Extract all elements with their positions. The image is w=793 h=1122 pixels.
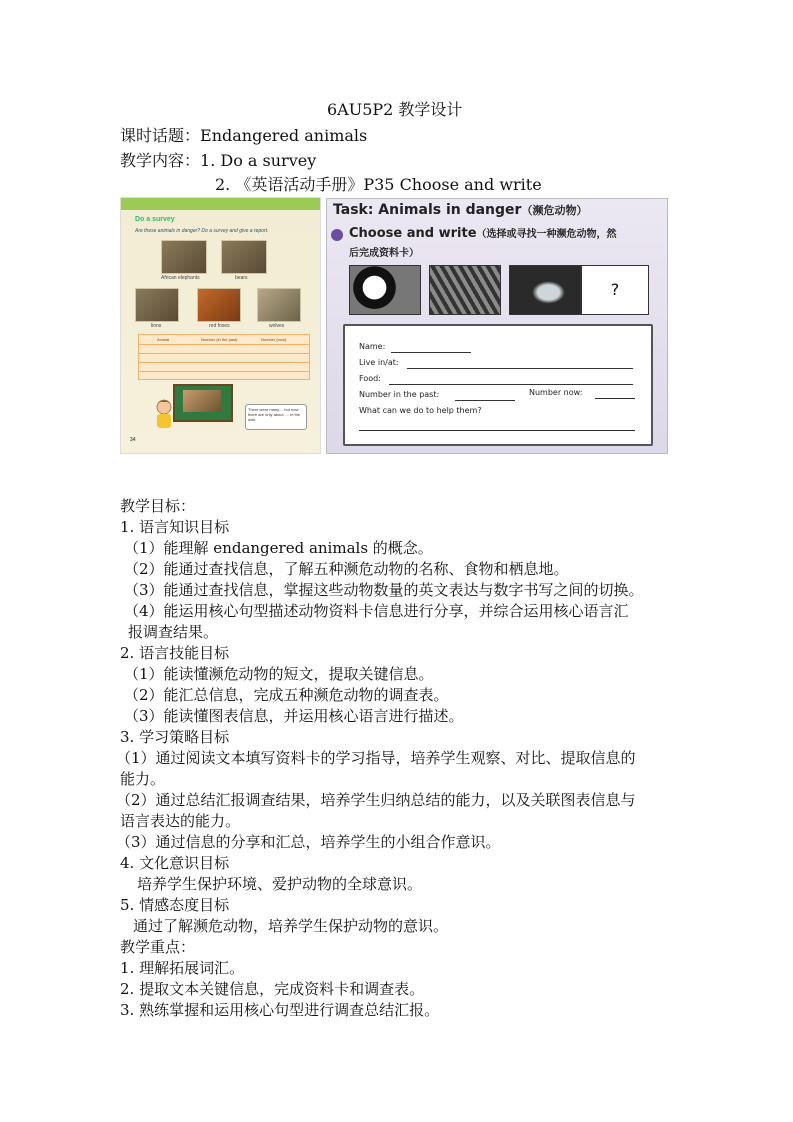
caption-red-foxes: red foxes bbox=[209, 323, 230, 329]
red-foxes-photo bbox=[197, 288, 241, 322]
goal-3-item-1: （1）通过阅读文本填写资料卡的学习指导，培养学生观察、对比、提取信息的 bbox=[116, 749, 636, 767]
table-rule bbox=[139, 353, 309, 354]
key-points-heading: 教学重点： bbox=[120, 938, 196, 956]
goal-2-item-2: （2）能汇总信息，完成五种濒危动物的调查表。 bbox=[124, 686, 449, 704]
panda-photo bbox=[349, 265, 421, 315]
bullet-circle bbox=[331, 229, 343, 241]
content-label: 教学内容： bbox=[120, 151, 201, 170]
caption-lions: lions bbox=[151, 323, 162, 329]
field-name-line bbox=[391, 352, 471, 353]
table-header-now: Number (now) bbox=[261, 337, 287, 342]
bears-photo bbox=[221, 240, 267, 274]
key-point-1: 1. 理解拓展词汇。 bbox=[120, 959, 245, 977]
topic-value: Endangered animals bbox=[200, 126, 368, 145]
goal-3-item-3: （3）通过信息的分享和汇总，培养学生的小组合作意识。 bbox=[116, 833, 501, 851]
goal-1-item-3: （3）能通过查找信息，掌握这些动物数量的英文表达与数字书写之间的切换。 bbox=[124, 581, 644, 599]
field-food-line bbox=[389, 384, 633, 385]
goal-4-heading: 4. 文化意识目标 bbox=[120, 854, 230, 872]
topic-label: 课时话题： bbox=[120, 126, 201, 145]
survey-heading: Do a survey bbox=[135, 216, 175, 223]
field-help-line bbox=[359, 430, 635, 431]
content-item-1: 1. Do a survey bbox=[200, 151, 317, 170]
dolphin-photo bbox=[509, 265, 581, 315]
speech-bubble: There were many.... but now there are only about .... in the wild. bbox=[245, 404, 307, 430]
goal-3-item-2: （2）通过总结汇报调查结果，培养学生归纳总结的能力，以及关联图表信息与 bbox=[116, 791, 636, 809]
field-now-line bbox=[595, 398, 635, 399]
workbook-page-image bbox=[326, 198, 668, 454]
goal-1-item-4-cont: 报调查结果。 bbox=[128, 623, 219, 641]
field-food-label: Food: bbox=[359, 374, 381, 383]
goal-3-item-2-cont: 语言表达的能力。 bbox=[120, 812, 241, 830]
field-past-label: Number in the past: bbox=[359, 390, 440, 399]
table-header-animal: Animal bbox=[157, 337, 170, 342]
chalkboard bbox=[173, 384, 233, 422]
caption-bears: bears bbox=[235, 275, 248, 281]
goal-3-item-1-cont: 能力。 bbox=[120, 770, 166, 788]
unknown-animal-box: ? bbox=[581, 265, 649, 315]
goal-1-item-2: （2）能通过查找信息，了解五种濒危动物的名称、食物和栖息地。 bbox=[124, 560, 569, 578]
table-rule bbox=[139, 362, 309, 363]
boy-illustration bbox=[151, 398, 177, 432]
lions-photo bbox=[135, 288, 179, 322]
survey-question: Are these animals in danger? Do a survey and give a report. bbox=[135, 228, 269, 234]
field-live-line bbox=[407, 368, 633, 369]
key-point-3: 3. 熟练掌握和运用核心句型进行调查总结汇报。 bbox=[120, 1001, 440, 1019]
goal-2-item-1: （1）能读懂濒危动物的短文，提取关键信息。 bbox=[124, 665, 434, 683]
choose-title: Choose and write bbox=[349, 226, 477, 241]
goal-1-heading: 1. 语言知识目标 bbox=[120, 518, 230, 536]
caption-wolves: wolves bbox=[269, 323, 285, 329]
field-past-line bbox=[455, 400, 515, 401]
field-live-label: Live in/at: bbox=[359, 358, 399, 367]
elephants-photo bbox=[161, 240, 207, 274]
goal-2-item-3: （3）能读懂图表信息，并运用核心语言进行描述。 bbox=[124, 707, 464, 725]
goal-3-heading: 3. 学习策略目标 bbox=[120, 728, 230, 746]
table-header-past: Number (in the past) bbox=[201, 337, 238, 342]
table-rule bbox=[139, 344, 309, 345]
goal-5-heading: 5. 情感态度目标 bbox=[120, 896, 230, 914]
table-rule bbox=[139, 371, 309, 372]
choose-heading bbox=[349, 225, 617, 241]
key-point-2: 2. 提取文本关键信息，完成资料卡和调查表。 bbox=[120, 980, 425, 998]
choose-title-cn: （选择或寻找一种濒危动物，然 bbox=[476, 229, 617, 240]
field-help-label: What can we do to help them? bbox=[359, 406, 482, 415]
field-name-label: Name: bbox=[359, 342, 386, 351]
goal-4-item: 培养学生保护环境、爱护动物的全球意识。 bbox=[137, 875, 423, 893]
page-header-band bbox=[121, 198, 320, 210]
page-number: 34 bbox=[130, 437, 136, 443]
goal-1-item-4: （4）能运用核心句型描述动物资料卡信息进行分享，并综合运用核心语言汇 bbox=[124, 602, 629, 620]
goal-5-item: 通过了解濒危动物，培养学生保护动物的意识。 bbox=[133, 917, 449, 935]
info-card bbox=[343, 324, 653, 446]
goals-heading: 教学目标： bbox=[120, 497, 196, 515]
page-title: 6AU5P2 教学设计 bbox=[327, 100, 463, 119]
field-now-label: Number now: bbox=[529, 388, 583, 397]
survey-table bbox=[138, 334, 310, 380]
caption-elephants: African elephants bbox=[161, 275, 200, 281]
textbook-page-image bbox=[120, 197, 321, 454]
task-title-cn: （濒危动物） bbox=[521, 204, 588, 217]
topic-line bbox=[120, 126, 367, 146]
goal-2-heading: 2. 语言技能目标 bbox=[120, 644, 230, 662]
choose-instruction-cn: 后完成资料卡） bbox=[349, 248, 419, 259]
content-line bbox=[120, 151, 316, 171]
board-photo bbox=[183, 390, 221, 412]
content-item-2: 2. 《英语活动手册》P35 Choose and write bbox=[215, 175, 542, 194]
goal-1-item-1: （1）能理解 endangered animals 的概念。 bbox=[124, 539, 433, 557]
wolves-photo bbox=[257, 288, 301, 322]
tiger-photo bbox=[429, 265, 501, 315]
task-title: Task: Animals in danger bbox=[333, 202, 522, 218]
task-heading bbox=[333, 202, 587, 218]
